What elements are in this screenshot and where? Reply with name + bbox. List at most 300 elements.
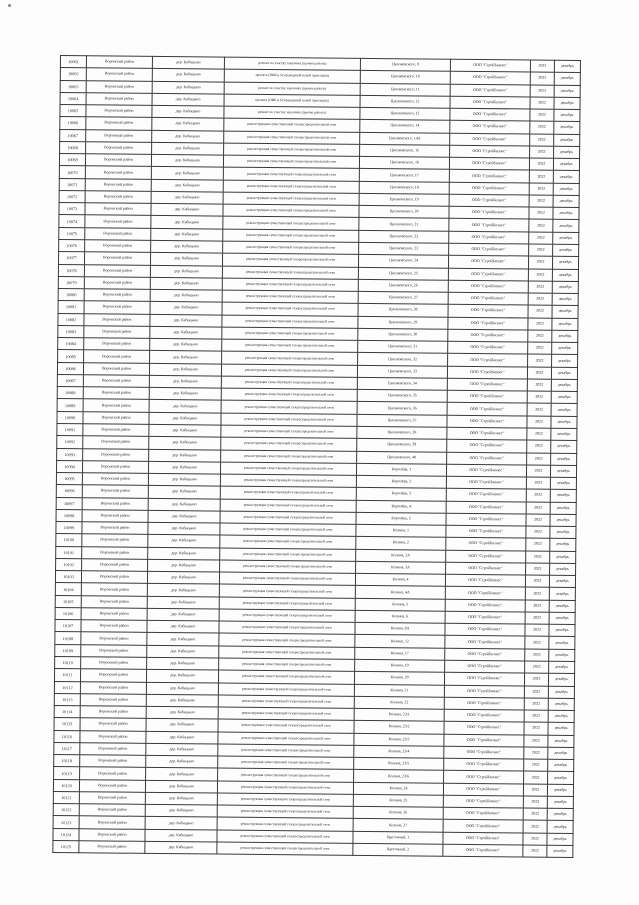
contractor-cell: ООО "СтройБизнес" [447, 452, 527, 465]
district-cell: Воронский район [83, 387, 149, 400]
contractor-cell: ООО "СтройБизнес" [448, 329, 528, 342]
month-cell: декабрь [552, 355, 578, 368]
address-cell: Циолковского, 22 [359, 230, 449, 243]
work-type-cell: реконструкция существующей газораспределительной сети [218, 719, 354, 733]
district-cell: Воронский район [79, 828, 145, 841]
work-type-cell: реконструкция существующей газораспределительной сети [222, 351, 358, 365]
month-cell: декабрь [549, 600, 575, 613]
settlement-cell: дер. Кабицыно [152, 130, 224, 143]
month-cell: декабрь [549, 649, 575, 662]
row-number-cell: 10123 [53, 816, 79, 829]
district-cell: Воронский район [84, 338, 150, 351]
row-number-cell: 10076 [59, 239, 85, 252]
work-type-cell: проекта (ПИБ и безгражданый новой прокладки) [224, 69, 360, 83]
row-number-cell: 10101 [56, 546, 82, 559]
district-cell: Воронский район [86, 93, 152, 106]
district-cell: Воронский район [80, 694, 146, 707]
district-cell: Воронский район [85, 240, 151, 253]
year-cell: 2022 [525, 636, 549, 648]
month-cell: декабрь [548, 735, 574, 748]
row-number-cell: 10109 [55, 644, 81, 657]
work-type-cell: реконструкция существующей газораспределительной сети [220, 511, 356, 525]
district-cell: Воронский район [82, 473, 148, 486]
work-type-cell: реконструкция существующей газораспределительной сети [219, 572, 355, 586]
work-type-cell: реконструкция существующей газораспределительной сети [220, 499, 356, 513]
address-cell: Циолковского, 9 [360, 58, 450, 71]
settlement-cell: дер. Кабицыно [149, 388, 221, 401]
district-cell: Воронский район [85, 178, 151, 191]
year-cell: 2022 [523, 796, 547, 808]
district-cell: Воронский район [82, 546, 148, 559]
work-type-cell: реконструкция существующей газораспределительной сети [220, 462, 356, 476]
settlement-cell: дер. Кабицыно [148, 473, 220, 486]
row-number-cell: 10090 [57, 411, 83, 424]
contractor-cell: ООО "СтройБизнес" [447, 378, 527, 391]
row-number-cell: 10084 [58, 338, 84, 351]
row-number-cell: 10078 [58, 264, 84, 277]
settlement-cell: дер. Кабицыно [152, 142, 224, 155]
address-cell: Колина, 23/1 [354, 708, 444, 721]
settlement-cell: дер. Кабицыно [150, 289, 222, 302]
contractor-cell: ООО "СтройБизнес" [446, 464, 526, 477]
row-number-cell: 10097 [56, 497, 82, 510]
work-type-cell: реконструкция существующей газораспределительной сети [222, 290, 358, 304]
address-cell: Колина, 27 [353, 819, 443, 832]
address-cell: Циолковского, 30 [358, 328, 448, 341]
contractor-cell: ООО "СтройБизнес" [446, 513, 526, 526]
contractor-cell: ООО "СтройБизнес" [445, 648, 525, 661]
work-type-cell: реконструкция существующей газораспределительной сети [219, 584, 355, 598]
works-table-body [53, 56, 581, 858]
settlement-cell: дер. Кабицыно [149, 375, 221, 388]
district-cell: Воронский район [86, 142, 152, 155]
row-number-cell: 10089 [57, 399, 83, 412]
row-number-cell: 10122 [53, 804, 79, 817]
row-number-cell: 10115 [54, 718, 80, 731]
district-cell: Воронский район [82, 497, 148, 510]
settlement-cell: дер. Кабицыно [147, 584, 219, 597]
contractor-cell: ООО "СтройБизнес" [443, 795, 523, 808]
row-number-cell: 10093 [57, 448, 83, 461]
month-cell: декабрь [547, 784, 573, 797]
settlement-cell: дер. Кабицыно [152, 93, 224, 106]
work-type-cell: реконструкция существующей газораспределительной сети [218, 756, 354, 770]
row-number-cell: 10121 [53, 791, 79, 804]
district-cell: Воронский район [82, 461, 148, 474]
address-cell: Циолковского, 25 [358, 267, 448, 280]
settlement-cell: дер. Кабицыно [152, 81, 224, 94]
contractor-cell: ООО "СтройБизнес" [446, 525, 526, 538]
settlement-cell: дер. Кабицыно [146, 694, 218, 707]
row-number-cell: 10075 [59, 227, 85, 240]
row-number-cell: 10100 [56, 534, 82, 547]
year-cell: 2022 [530, 85, 554, 97]
district-cell: Воронский район [80, 706, 146, 719]
year-cell: 2022 [528, 281, 552, 293]
settlement-cell: дер. Кабицыно [150, 351, 222, 364]
contractor-cell: ООО "СтройБизнес" [450, 108, 530, 121]
year-cell: 2022 [524, 686, 548, 698]
year-cell: 2022 [523, 784, 547, 796]
contractor-cell: ООО "СтройБизнес" [447, 403, 527, 416]
settlement-cell: дер. Кабицыно [146, 670, 218, 683]
address-cell: Циолковского, 33 [357, 365, 447, 378]
month-cell: декабрь [553, 171, 579, 184]
work-type-cell: реконструкция существующей газораспределительной сети [217, 842, 353, 856]
district-cell: Воронский район [85, 215, 151, 228]
year-cell: 2022 [527, 452, 551, 464]
settlement-cell: дер. Кабицыно [148, 486, 220, 499]
settlement-cell: дер. Кабицыно [145, 780, 217, 793]
district-cell: Воронский район [84, 264, 150, 277]
year-cell: 2022 [525, 624, 549, 636]
row-number-cell: 10111 [54, 669, 80, 682]
district-cell: Воронский район [84, 326, 150, 339]
row-number-cell: 10088 [57, 387, 83, 400]
work-type-cell: реконструкция существующей газораспределительной сети [222, 266, 358, 280]
year-cell: 2022 [524, 722, 548, 734]
settlement-cell: дер. Кабицыно [148, 522, 220, 535]
district-cell: Воронский район [83, 448, 149, 461]
year-cell: 2022 [526, 526, 550, 538]
address-cell: Циолковского, 20 [359, 206, 449, 219]
year-cell: 2022 [525, 649, 549, 661]
contractor-cell: ООО "СтройБизнес" [445, 574, 525, 587]
district-cell: Воронский район [79, 792, 145, 805]
year-cell: 2022 [527, 416, 551, 428]
address-cell: Колина, 5 [355, 598, 445, 611]
settlement-cell: дер. Кабицыно [151, 179, 223, 192]
settlement-cell: дер. Кабицыно [151, 155, 223, 168]
address-cell: Циолковского, 35 [357, 390, 447, 403]
district-cell: Воронский район [86, 129, 152, 142]
settlement-cell: дер. Кабицыно [147, 596, 219, 609]
settlement-cell: дер. Кабицыно [147, 621, 219, 634]
year-cell: 2022 [528, 342, 552, 354]
year-cell: 2022 [530, 109, 554, 121]
district-cell: Воронский район [84, 289, 150, 302]
address-cell: Колина, 19 [355, 659, 445, 672]
row-number-cell: 10118 [54, 755, 80, 768]
year-cell: 2022 [524, 759, 548, 771]
address-cell: Колина, 1 [356, 524, 446, 537]
year-cell: 2022 [524, 673, 548, 685]
contractor-cell: ООО "СтройБизнес" [447, 366, 527, 379]
month-cell: декабрь [550, 551, 576, 564]
settlement-cell: дер. Кабицыно [149, 449, 221, 462]
address-cell: Циолковского, 14А [360, 132, 450, 145]
row-number-cell: 10117 [54, 742, 80, 755]
settlement-cell: дер. Кабицыно [146, 755, 218, 768]
settlement-cell: дер. Кабицыно [146, 731, 218, 744]
work-type-cell: реконструкция существующей газораспределительной сети [222, 302, 358, 316]
month-cell: декабрь [548, 723, 574, 736]
contractor-cell: ООО "СтройБизнес" [448, 280, 528, 293]
row-number-cell: 10119 [54, 767, 80, 780]
month-cell: декабрь [548, 673, 574, 686]
row-number-cell: 10102 [56, 558, 82, 571]
month-cell: декабрь [552, 269, 578, 282]
address-cell: Циолковского, 11 [360, 83, 450, 96]
district-cell: Воронский район [86, 105, 152, 118]
address-cell: Циолковского, 37 [357, 414, 447, 427]
address-cell: Колина, 3А [356, 561, 446, 574]
address-cell: Циолковского, 24 [358, 255, 448, 268]
address-cell: Циолковского, 31 [358, 340, 448, 353]
address-cell: Колина, 2 [356, 537, 446, 550]
address-cell: Циолковского, 16 [359, 157, 449, 170]
address-cell: Циолковского, 13 [360, 107, 450, 120]
month-cell: декабрь [553, 183, 579, 196]
contractor-cell: ООО "СтройБизнес" [448, 354, 528, 367]
contractor-cell: ООО "СтройБизнес" [446, 489, 526, 502]
year-cell: 2022 [526, 514, 550, 526]
month-cell: декабрь [548, 710, 574, 723]
month-cell: декабрь [549, 612, 575, 625]
year-cell: 2022 [524, 771, 548, 783]
settlement-cell: дер. Кабицыно [146, 682, 218, 695]
work-type-cell: реконструкция существующей газораспределительной сети [224, 118, 360, 132]
row-number-cell: 10110 [55, 656, 81, 669]
district-cell: Воронский район [85, 166, 151, 179]
row-number-cell: 10082 [58, 313, 84, 326]
year-cell: 2022 [527, 379, 551, 391]
year-cell: 2022 [526, 465, 550, 477]
year-cell: 2022 [527, 440, 551, 452]
row-number-cell: 10098 [56, 509, 82, 522]
work-type-cell: реконструкция существующей газораспределительной сети [218, 744, 354, 758]
district-cell: Воронский район [84, 277, 150, 290]
district-cell: Воронский район [82, 534, 148, 547]
district-cell: Воронский район [84, 301, 150, 314]
row-number-cell: 10083 [58, 325, 84, 338]
address-cell: Королёва, 5 [356, 512, 446, 525]
work-type-cell: реконструкция существующей газораспределительной сети [222, 253, 358, 267]
row-number-cell: 10064 [60, 92, 86, 105]
work-type-cell: реконструкция существующей газораспределительной сети [220, 474, 356, 488]
contractor-cell: ООО "СтройБизнес" [446, 476, 526, 489]
month-cell: декабрь [550, 563, 576, 576]
month-cell: декабрь [553, 244, 579, 257]
row-number-cell: 10120 [53, 779, 79, 792]
row-number-cell: 10116 [54, 730, 80, 743]
year-cell: 2022 [525, 587, 549, 599]
month-cell: декабрь [552, 281, 578, 294]
year-cell: 2022 [528, 256, 552, 268]
work-type-cell: реконструкция существующей газораспределительной сети [217, 830, 353, 844]
district-cell: Воронский район [81, 571, 147, 584]
contractor-cell: ООО "СтройБизнес" [447, 439, 527, 452]
month-cell: декабрь [554, 134, 580, 147]
district-cell: Воронский район [81, 595, 147, 608]
district-cell: Воронский район [81, 644, 147, 657]
district-cell: Воронский район [80, 681, 146, 694]
work-type-cell: реконструкция существующей газораспределительной сети [223, 204, 359, 218]
year-cell: 2022 [523, 833, 547, 845]
address-cell: Циолковского, 21 [359, 218, 449, 231]
row-number-cell: 10114 [54, 706, 80, 719]
work-type-cell: ремонт по участку заказчика (прочие работы) [224, 82, 360, 96]
settlement-cell: дер. Кабицыно [152, 56, 224, 69]
address-cell: Колина, 24 [353, 782, 443, 795]
district-cell: Воронский район [84, 252, 150, 265]
month-cell: декабрь [549, 588, 575, 601]
month-cell: декабрь [547, 833, 573, 846]
settlement-cell: дер. Кабицыно [152, 118, 224, 131]
year-cell: 2022 [530, 72, 554, 84]
month-cell: декабрь [549, 637, 575, 650]
contractor-cell: ООО "СтройБизнес" [448, 268, 528, 281]
row-number-cell: 10106 [55, 607, 81, 620]
row-number-cell: 10072 [59, 190, 85, 203]
month-cell: декабрь [547, 808, 573, 821]
work-type-cell: реконструкция существующей газораспределительной сети [221, 450, 357, 464]
work-type-cell: реконструкция существующей газораспределительной сети [219, 609, 355, 623]
row-number-cell: 10070 [59, 166, 85, 179]
month-cell: декабрь [547, 845, 573, 858]
row-number-cell: 10108 [55, 632, 81, 645]
settlement-cell: дер. Кабицыно [151, 204, 223, 217]
settlement-cell: дер. Кабицыно [150, 326, 222, 339]
district-cell: Воронский район [81, 583, 147, 596]
work-type-cell: реконструкция существующей газораспределительной сети [223, 155, 359, 169]
month-cell: декабрь [551, 453, 577, 466]
district-cell: Воронский район [83, 375, 149, 388]
work-type-cell: реконструкция существующей газораспределительной сети [218, 732, 354, 746]
year-cell: 2022 [530, 146, 554, 158]
month-cell: декабрь [554, 109, 580, 122]
contractor-cell: ООО "СтройБизнес" [445, 611, 525, 624]
work-type-cell: реконструкция существующей газораспределительной сети [218, 768, 354, 782]
year-cell: 2022 [528, 293, 552, 305]
settlement-cell: дер. Кабицыно [150, 314, 222, 327]
work-type-cell: реконструкция существующей газораспределительной сети [218, 683, 354, 697]
work-type-cell: ремонт по участку заказчика (прочие работы) [224, 57, 360, 71]
district-cell: Воронский район [84, 313, 150, 326]
address-cell: Колина, 26 [353, 807, 443, 820]
month-cell: декабрь [549, 624, 575, 637]
address-cell: Циолковского, 28 [358, 304, 448, 317]
work-type-cell: реконструкция существующей газораспределительной сети [219, 597, 355, 611]
year-cell: 2022 [528, 318, 552, 330]
row-number-cell: 10080 [58, 289, 84, 302]
settlement-cell: дер. Кабицыно [152, 105, 224, 118]
settlement-cell: дер. Кабицыно [151, 191, 223, 204]
month-cell: декабрь [551, 391, 577, 404]
work-type-cell: реконструкция существующей газораспределительной сети [218, 695, 354, 709]
year-cell: 2022 [523, 820, 547, 832]
row-number-cell: 10124 [53, 828, 79, 841]
works-table [52, 55, 581, 858]
row-number-cell: 10087 [57, 374, 83, 387]
address-cell: Колина, 22 [354, 696, 444, 709]
address-cell: Колина, 23/5 [354, 757, 444, 770]
settlement-cell: дер. Кабицыно [149, 437, 221, 450]
year-cell: 2022 [524, 710, 548, 722]
district-cell: Воронский район [83, 424, 149, 437]
work-type-cell: реконструкция существующей газораспределительной сети [222, 278, 358, 292]
settlement-cell: дер. Кабицыно [147, 657, 219, 670]
month-cell: декабрь [548, 772, 574, 785]
settlement-cell: дер. Кабицыно [148, 510, 220, 523]
settlement-cell: дер. Кабицыно [145, 792, 217, 805]
district-cell: Воронский район [81, 632, 147, 645]
address-cell: Циолковского, 27 [358, 291, 448, 304]
work-type-cell: реконструкция существующей газораспределительной сети [217, 818, 353, 832]
contractor-cell: ООО "СтройБизнес" [444, 685, 524, 698]
contractor-cell: ООО "СтройБизнес" [443, 820, 523, 833]
district-cell: Воронский район [80, 718, 146, 731]
address-cell: Колина, 20 [354, 672, 444, 685]
year-cell: 2022 [527, 391, 551, 403]
settlement-cell: дер. Кабицыно [146, 706, 218, 719]
contractor-cell: ООО "СтройБизнес" [449, 206, 529, 219]
work-type-cell: реконструкция существующей газораспределительной сети [222, 339, 358, 353]
month-cell: декабрь [553, 158, 579, 171]
month-cell: декабрь [552, 342, 578, 355]
contractor-cell: ООО "СтройБизнес" [443, 807, 523, 820]
settlement-cell: дер. Кабицыно [148, 461, 220, 474]
settlement-cell: дер. Кабицыно [146, 719, 218, 732]
address-cell: Циолковского, 32 [358, 353, 448, 366]
work-type-cell: реконструкция существующей газораспределительной сети [222, 315, 358, 329]
work-type-cell: реконструкция существующей газораспределительной сети [217, 805, 353, 819]
month-cell: декабрь [552, 256, 578, 269]
district-cell: Воронский район [80, 755, 146, 768]
year-cell: 2022 [523, 808, 547, 820]
work-type-cell: реконструкция существующей газораспределительной сети [217, 781, 353, 795]
address-cell: Колина, 8А [355, 623, 445, 636]
contractor-cell: ООО "СтройБизнес" [450, 133, 530, 146]
contractor-cell: ООО "СтройБизнес" [448, 255, 528, 268]
address-cell: Циолковского, 36 [357, 402, 447, 415]
row-number-cell: 10063 [60, 80, 86, 93]
row-number-cell: 10068 [60, 141, 86, 154]
address-cell: Циолковского, 15 [360, 144, 450, 157]
row-number-cell: 10085 [58, 350, 84, 363]
settlement-cell: дер. Кабицыно [147, 608, 219, 621]
year-cell: 2022 [527, 428, 551, 440]
settlement-cell: дер. Кабицыно [151, 240, 223, 253]
year-cell: 2022 [525, 612, 549, 624]
contractor-cell: ООО "СтройБизнес" [445, 623, 525, 636]
district-cell: Воронский район [81, 620, 147, 633]
work-type-cell: реконструкция существующей газораспределительной сети [224, 131, 360, 145]
month-cell: декабрь [552, 330, 578, 343]
month-cell: декабрь [549, 661, 575, 674]
row-number-cell: 10079 [58, 276, 84, 289]
district-cell: Воронский район [85, 191, 151, 204]
row-number-cell: 10086 [57, 362, 83, 375]
contractor-cell: ООО "СтройБизнес" [443, 832, 523, 845]
month-cell: декабрь [554, 85, 580, 98]
settlement-cell: дер. Кабицыно [147, 633, 219, 646]
row-number-cell: 10091 [57, 423, 83, 436]
address-cell: Колина, 17 [355, 647, 445, 660]
contractor-cell: ООО "СтройБизнес" [444, 771, 524, 784]
address-cell: Циолковского, 10 [360, 71, 450, 84]
district-cell: Воронский район [83, 399, 149, 412]
address-cell: Циолковского, 12 [360, 95, 450, 108]
month-cell: декабрь [550, 490, 576, 503]
contractor-cell: ООО "СтройБизнес" [448, 305, 528, 318]
year-cell: 2022 [528, 269, 552, 281]
month-cell: декабрь [548, 759, 574, 772]
district-cell: Воронский район [85, 154, 151, 167]
month-cell: декабрь [550, 477, 576, 490]
district-cell: Воронский район [80, 669, 146, 682]
contractor-cell: ООО "СтройБизнес" [448, 292, 528, 305]
